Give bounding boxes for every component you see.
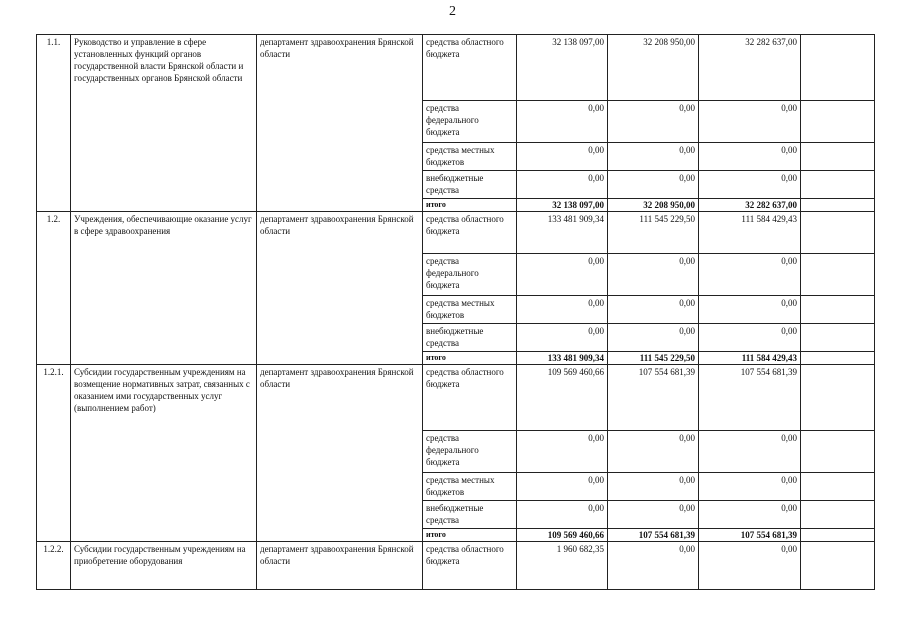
row-name: Субсидии государственным учреждениям на возмещение нормативных затрат, связанных с оказанием ими государственных услуг (выполнением работ) xyxy=(71,365,257,542)
funding-source-label: средства федерального бюджета xyxy=(423,101,517,143)
amount-year-1: 0,00 xyxy=(517,254,608,296)
funding-source-label: средства федерального бюджета xyxy=(423,254,517,296)
amount-year-1: 0,00 xyxy=(517,171,608,199)
row-name: Субсидии государственным учреждениям на приобретение оборудования xyxy=(71,542,257,590)
amount-year-3: 107 554 681,39 xyxy=(699,529,801,542)
amount-year-3: 0,00 xyxy=(699,254,801,296)
empty-cell xyxy=(801,473,875,501)
funding-source-label: средства областного бюджета xyxy=(423,212,517,254)
amount-year-1: 0,00 xyxy=(517,101,608,143)
row-name: Руководство и управление в сфере установленных функций органов государственной власти Брянской области и государственных органов Брянской области xyxy=(71,35,257,212)
table-row xyxy=(37,35,875,101)
row-code: 1.2. xyxy=(37,212,71,365)
empty-cell xyxy=(801,199,875,212)
amount-year-3: 0,00 xyxy=(699,171,801,199)
row-executor: департамент здравоохранения Брянской области xyxy=(257,212,423,365)
amount-year-3: 32 282 637,00 xyxy=(699,199,801,212)
amount-year-2: 0,00 xyxy=(608,171,699,199)
amount-year-1: 0,00 xyxy=(517,501,608,529)
funding-source-label: средства областного бюджета xyxy=(423,35,517,101)
funding-source-label: средства местных бюджетов xyxy=(423,296,517,324)
amount-year-2: 0,00 xyxy=(608,254,699,296)
page-number: 2 xyxy=(449,4,456,19)
funding-source-label: внебюджетные средства xyxy=(423,324,517,352)
amount-year-2: 0,00 xyxy=(608,101,699,143)
amount-year-2: 0,00 xyxy=(608,431,699,473)
amount-year-3: 0,00 xyxy=(699,473,801,501)
funding-source-label: средства местных бюджетов xyxy=(423,473,517,501)
amount-year-3: 111 584 429,43 xyxy=(699,352,801,365)
amount-year-2: 111 545 229,50 xyxy=(608,212,699,254)
amount-year-3: 32 282 637,00 xyxy=(699,35,801,101)
amount-year-2: 32 208 950,00 xyxy=(608,199,699,212)
empty-cell xyxy=(801,101,875,143)
amount-year-2: 0,00 xyxy=(608,542,699,590)
amount-year-3: 0,00 xyxy=(699,501,801,529)
amount-year-1: 109 569 460,66 xyxy=(517,529,608,542)
amount-year-1: 133 481 909,34 xyxy=(517,212,608,254)
amount-year-1: 32 138 097,00 xyxy=(517,199,608,212)
table-row xyxy=(37,212,875,254)
empty-cell xyxy=(801,35,875,101)
row-executor: департамент здравоохранения Брянской области xyxy=(257,365,423,542)
funding-source-label: итого xyxy=(423,529,517,542)
amount-year-1: 133 481 909,34 xyxy=(517,352,608,365)
row-executor: департамент здравоохранения Брянской области xyxy=(257,35,423,212)
amount-year-2: 0,00 xyxy=(608,324,699,352)
empty-cell xyxy=(801,254,875,296)
amount-year-2: 107 554 681,39 xyxy=(608,365,699,431)
empty-cell xyxy=(801,352,875,365)
amount-year-3: 0,00 xyxy=(699,143,801,171)
amount-year-1: 32 138 097,00 xyxy=(517,35,608,101)
funding-source-label: средства федерального бюджета xyxy=(423,431,517,473)
funding-source-label: итого xyxy=(423,352,517,365)
amount-year-3: 0,00 xyxy=(699,431,801,473)
empty-cell xyxy=(801,296,875,324)
amount-year-2: 111 545 229,50 xyxy=(608,352,699,365)
amount-year-2: 0,00 xyxy=(608,501,699,529)
amount-year-1: 0,00 xyxy=(517,296,608,324)
empty-cell xyxy=(801,529,875,542)
empty-cell xyxy=(801,324,875,352)
amount-year-3: 0,00 xyxy=(699,324,801,352)
amount-year-3: 0,00 xyxy=(699,101,801,143)
row-code: 1.1. xyxy=(37,35,71,212)
row-executor: департамент здравоохранения Брянской области xyxy=(257,542,423,590)
amount-year-2: 0,00 xyxy=(608,143,699,171)
amount-year-3: 0,00 xyxy=(699,296,801,324)
amount-year-2: 107 554 681,39 xyxy=(608,529,699,542)
amount-year-1: 0,00 xyxy=(517,431,608,473)
amount-year-2: 0,00 xyxy=(608,296,699,324)
amount-year-3: 111 584 429,43 xyxy=(699,212,801,254)
budget-table-body xyxy=(37,35,875,590)
funding-source-label: средства местных бюджетов xyxy=(423,143,517,171)
funding-source-label: внебюджетные средства xyxy=(423,171,517,199)
amount-year-3: 107 554 681,39 xyxy=(699,365,801,431)
empty-cell xyxy=(801,171,875,199)
funding-source-label: средства областного бюджета xyxy=(423,542,517,590)
amount-year-2: 0,00 xyxy=(608,473,699,501)
amount-year-2: 32 208 950,00 xyxy=(608,35,699,101)
amount-year-1: 0,00 xyxy=(517,324,608,352)
row-code: 1.2.1. xyxy=(37,365,71,542)
table-row xyxy=(37,365,875,431)
amount-year-3: 0,00 xyxy=(699,542,801,590)
row-name: Учреждения, обеспечивающие оказание услуг в сфере здравоохранения xyxy=(71,212,257,365)
empty-cell xyxy=(801,542,875,590)
empty-cell xyxy=(801,365,875,431)
budget-table xyxy=(36,34,875,590)
amount-year-1: 1 960 682,35 xyxy=(517,542,608,590)
empty-cell xyxy=(801,212,875,254)
amount-year-1: 109 569 460,66 xyxy=(517,365,608,431)
row-code: 1.2.2. xyxy=(37,542,71,590)
funding-source-label: внебюджетные средства xyxy=(423,501,517,529)
empty-cell xyxy=(801,431,875,473)
empty-cell xyxy=(801,143,875,171)
funding-source-label: средства областного бюджета xyxy=(423,365,517,431)
amount-year-1: 0,00 xyxy=(517,143,608,171)
amount-year-1: 0,00 xyxy=(517,473,608,501)
table-row xyxy=(37,542,875,590)
funding-source-label: итого xyxy=(423,199,517,212)
empty-cell xyxy=(801,501,875,529)
